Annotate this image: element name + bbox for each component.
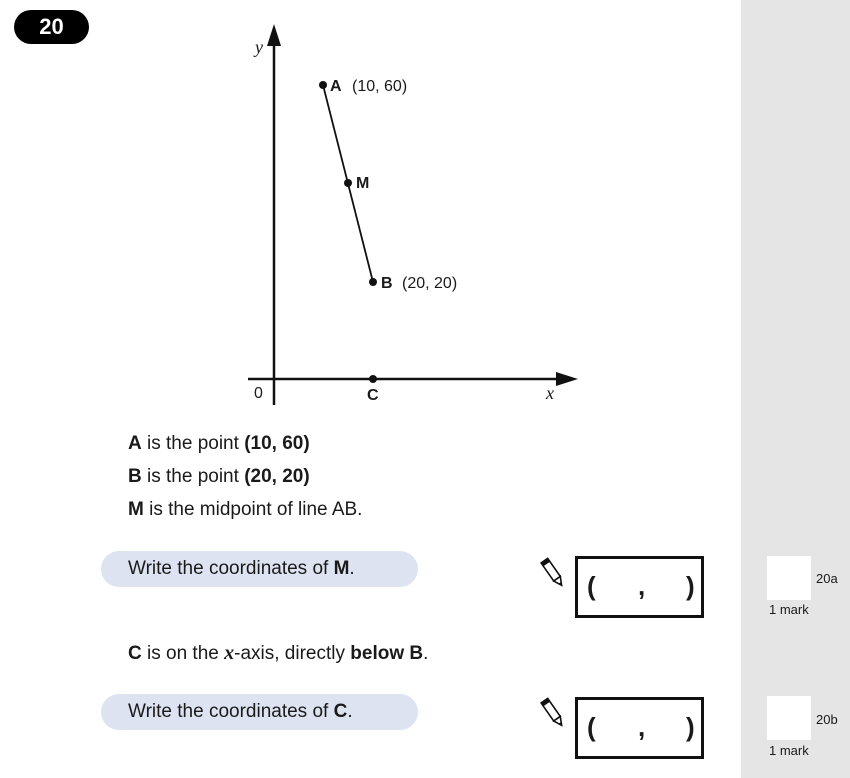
point-m-dot [344,179,352,187]
statement-m: M is the midpoint of line AB. [128,499,363,520]
y-axis-label: y [255,37,263,57]
mark-box-20a [767,556,811,600]
point-b-coords: (20, 20) [402,275,458,292]
point-c-dot [369,375,377,383]
prompt-part-b: Write the coordinates of C. [101,694,418,730]
marking-margin [741,0,850,778]
ref-20a: 20a [816,571,838,586]
statement-a: A is the point (10, 60) [128,433,310,454]
point-b-dot [369,278,377,286]
answer-box-a[interactable]: ( , ) [575,556,704,618]
coordinate-graph [0,0,741,420]
point-b-label: B [381,275,393,292]
question-number-badge: 20 [14,10,89,44]
marks-20b: 1 mark [769,743,809,758]
prompt-part-a: Write the coordinates of M. [101,551,418,587]
marks-20a: 1 mark [769,602,809,617]
mark-box-20b [767,696,811,740]
point-c-label: C [367,387,379,404]
point-a-dot [319,81,327,89]
ref-20b: 20b [816,712,838,727]
y-axis-arrow [267,24,281,46]
answer-box-b[interactable]: ( , ) [575,697,704,759]
pencil-icon [540,556,566,590]
origin-label: 0 [254,385,263,402]
point-a-coords: (10, 60) [352,78,408,95]
point-m-label: M [356,175,370,192]
statement-b: B is the point (20, 20) [128,466,310,487]
pencil-icon [540,696,566,730]
x-axis-label: x [546,383,554,403]
point-a-label: A [330,78,342,95]
statement-c: C is on the x-axis, directly below B. [128,642,429,664]
x-axis-arrow [556,372,578,386]
